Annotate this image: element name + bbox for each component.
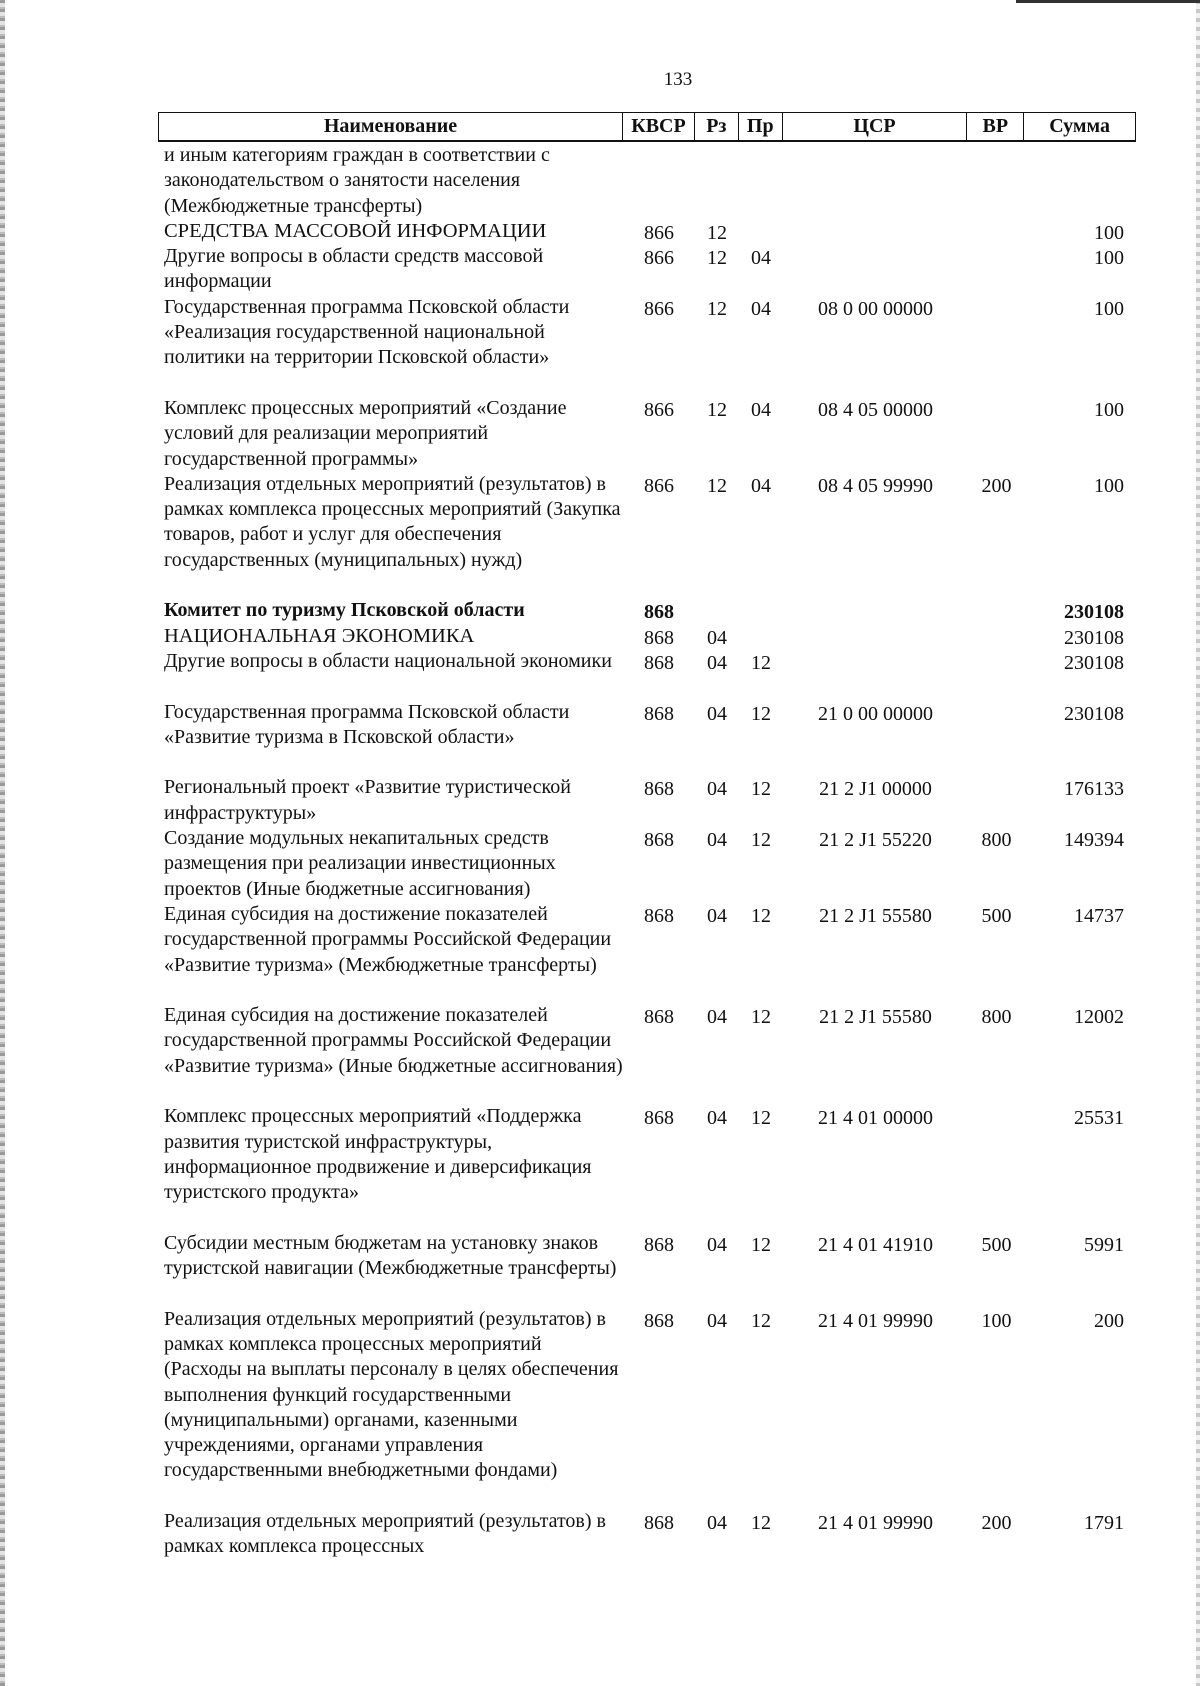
cell-csr: 21 4 01 99990 xyxy=(818,1512,933,1535)
cell-csr xyxy=(783,244,968,295)
cell-sum: 176133 xyxy=(1064,778,1124,801)
cell-vr xyxy=(968,649,1025,700)
cell-csr xyxy=(783,649,968,700)
cell-csr: 21 4 01 99990 xyxy=(818,1309,933,1332)
table-row xyxy=(158,826,1136,902)
cell-vr: 500 xyxy=(981,904,1012,927)
cell-name: Реализация отдельных мероприятий (результатов) в рамках комплекса процессных xyxy=(164,1510,606,1558)
table-row xyxy=(158,472,1136,599)
cell-kvsr: 866 xyxy=(644,398,674,421)
cell-name: Реализация отдельных мероприятий (результатов) в рамках комплекса процессных мероприятий (Закупка товаров, работ и услуг для обеспечения государственных (муниципальных) нужд) xyxy=(164,472,621,571)
cell-name: Государственная программа Псковской области «Реализация государственной национальной политики на территории Псковской области» xyxy=(164,295,570,369)
cell-name: Комплекс процессных мероприятий «Создание условий для реализации мероприятий государственной программы» xyxy=(164,396,567,470)
cell-csr: 21 2 J1 55220 xyxy=(819,829,932,852)
cell-rz: 04 xyxy=(707,778,727,801)
cell-vr xyxy=(968,624,1025,649)
cell-rz: 04 xyxy=(707,651,727,674)
table-row xyxy=(158,244,1136,295)
cell-name: Региональный проект «Развитие туристической инфраструктуры» xyxy=(164,776,571,824)
cell-pr: 12 xyxy=(751,1107,771,1130)
cell-vr: 200 xyxy=(981,1512,1012,1535)
cell-pr: 04 xyxy=(751,474,771,497)
cell-rz: 12 xyxy=(707,297,727,320)
cell-rz: 12 xyxy=(707,221,727,244)
cell-kvsr: 866 xyxy=(644,297,674,320)
cell-vr xyxy=(968,295,1025,396)
cell-csr: 21 2 J1 55580 xyxy=(819,1006,932,1029)
cell-sum xyxy=(1025,143,1136,219)
table-row xyxy=(158,649,1136,700)
cell-vr xyxy=(968,1104,1025,1231)
cell-name: Комитет по туризму Псковской области xyxy=(164,599,525,622)
scan-top-line xyxy=(1016,0,1200,3)
cell-rz: 04 xyxy=(707,1006,727,1029)
cell-vr xyxy=(968,219,1025,244)
cell-vr xyxy=(968,775,1025,826)
cell-name: Реализация отдельных мероприятий (результатов) в рамках комплекса процессных мероприятий (Расходы на выплаты персоналу в целях обеспечения выполнения функций государственными (муниципальными) органами, казенными учреждениями, органами управления государственными внебюджетными фондами) xyxy=(164,1307,619,1482)
cell-sum: 149394 xyxy=(1064,829,1124,852)
cell-pr: 12 xyxy=(751,1006,771,1029)
cell-rz: 04 xyxy=(707,829,727,852)
cell-sum: 25531 xyxy=(1074,1107,1124,1130)
cell-sum: 200 xyxy=(1094,1309,1124,1332)
cell-sum: 100 xyxy=(1094,297,1124,320)
cell-kvsr: 868 xyxy=(644,1512,674,1535)
cell-rz: 04 xyxy=(707,1107,727,1130)
cell-vr: 500 xyxy=(981,1233,1012,1256)
cell-sum: 12002 xyxy=(1074,1006,1124,1029)
cell-name: Другие вопросы в области средств массовой информации xyxy=(164,245,544,293)
cell-rz xyxy=(695,598,739,623)
cell-kvsr: 868 xyxy=(644,778,674,801)
cell-csr xyxy=(783,143,968,219)
cell-rz: 04 xyxy=(707,1512,727,1535)
table-row xyxy=(158,1509,1136,1560)
cell-kvsr: 868 xyxy=(644,702,674,725)
cell-csr: 21 2 J1 00000 xyxy=(819,778,932,801)
cell-sum: 230108 xyxy=(1064,702,1124,725)
table-row xyxy=(158,902,1136,1003)
header-vr: ВР xyxy=(967,113,1024,140)
cell-vr xyxy=(968,700,1025,776)
cell-kvsr: 868 xyxy=(644,651,674,674)
cell-kvsr: 866 xyxy=(644,474,674,497)
table-row xyxy=(158,700,1136,776)
cell-name: Создание модульных некапитальных средств размещения при реализации инвестиционных проектов (Иные бюджетные ассигнования) xyxy=(164,827,556,900)
cell-sum: 230108 xyxy=(1064,651,1124,674)
cell-pr xyxy=(739,624,783,649)
cell-kvsr: 868 xyxy=(644,601,674,624)
cell-rz: 04 xyxy=(707,1233,727,1256)
table-header xyxy=(158,112,1136,142)
cell-kvsr: 868 xyxy=(644,1006,674,1029)
cell-csr: 08 4 05 99990 xyxy=(818,474,933,497)
cell-rz: 04 xyxy=(707,1309,727,1332)
cell-pr xyxy=(739,598,783,623)
table-row xyxy=(158,1003,1136,1104)
header-kvsr: КВСР xyxy=(623,113,695,140)
cell-kvsr: 868 xyxy=(644,1107,674,1130)
table-row xyxy=(158,143,1136,219)
cell-pr: 04 xyxy=(751,247,771,270)
cell-rz: 12 xyxy=(707,247,727,270)
scan-right-edge xyxy=(1196,0,1200,1686)
cell-csr: 21 2 J1 55580 xyxy=(819,904,932,927)
cell-kvsr: 868 xyxy=(644,626,674,649)
cell-vr xyxy=(968,396,1025,472)
table-row xyxy=(158,1231,1136,1307)
cell-pr: 04 xyxy=(751,398,771,421)
cell-name: СРЕДСТВА МАССОВОЙ ИНФОРМАЦИИ xyxy=(164,219,547,242)
cell-vr: 200 xyxy=(981,474,1012,497)
header-rz: Рз xyxy=(695,113,739,140)
table-row xyxy=(158,775,1136,826)
cell-pr: 12 xyxy=(751,1233,771,1256)
cell-rz: 12 xyxy=(707,398,727,421)
header-csr: ЦСР xyxy=(783,113,968,140)
cell-rz: 04 xyxy=(707,904,727,927)
cell-csr: 21 4 01 41910 xyxy=(818,1233,933,1256)
cell-pr: 12 xyxy=(751,1512,771,1535)
cell-name: Единая субсидия на достижение показателей государственной программы Российской Федерации «Развитие туризма» (Межбюджетные трансферты) xyxy=(164,902,612,976)
cell-csr: 08 0 00 00000 xyxy=(818,297,933,320)
header-pr: Пр xyxy=(739,113,783,140)
cell-name: Единая субсидия на достижение показателей государственной программы Российской Федерации «Развитие туризма» (Иные бюджетные ассигнования) xyxy=(164,1004,623,1077)
cell-sum: 100 xyxy=(1094,474,1124,497)
page-number: 133 xyxy=(663,69,693,90)
cell-csr: 08 4 05 00000 xyxy=(818,398,933,421)
cell-vr: 800 xyxy=(981,829,1012,852)
header-name: Наименование xyxy=(159,113,623,140)
cell-kvsr: 866 xyxy=(644,221,674,244)
table-row xyxy=(158,624,1136,649)
table-row xyxy=(158,1307,1136,1509)
cell-kvsr: 868 xyxy=(644,829,674,852)
cell-pr: 12 xyxy=(751,829,771,852)
cell-sum: 1791 xyxy=(1084,1512,1124,1535)
header-sum: Сумма xyxy=(1049,115,1111,137)
table-row xyxy=(158,295,1136,396)
cell-kvsr: 868 xyxy=(644,904,674,927)
cell-sum: 100 xyxy=(1094,221,1124,244)
cell-csr xyxy=(783,598,968,623)
cell-rz: 12 xyxy=(707,474,727,497)
cell-kvsr: 868 xyxy=(644,1309,674,1332)
cell-pr: 12 xyxy=(751,651,771,674)
table-body xyxy=(158,142,1136,1560)
cell-rz: 04 xyxy=(707,626,727,649)
cell-pr xyxy=(739,219,783,244)
cell-rz xyxy=(695,143,739,219)
cell-vr: 800 xyxy=(981,1006,1012,1029)
cell-csr: 21 4 01 00000 xyxy=(818,1107,933,1130)
budget-table xyxy=(158,112,1136,1560)
cell-kvsr: 868 xyxy=(644,1233,674,1256)
cell-rz: 04 xyxy=(707,702,727,725)
cell-name: и иным категориям граждан в соответствии с законодательством о занятости населения (Межбюджетные трансферты) xyxy=(164,144,550,217)
cell-kvsr xyxy=(623,143,695,219)
table-row xyxy=(158,1104,1136,1231)
cell-name: Субсидии местным бюджетам на установку знаков туристской навигации (Межбюджетные трансферты) xyxy=(164,1231,617,1280)
table-row xyxy=(158,396,1136,472)
cell-pr xyxy=(739,143,783,219)
cell-pr: 12 xyxy=(751,1309,771,1332)
cell-sum: 100 xyxy=(1094,398,1124,421)
cell-pr: 12 xyxy=(751,702,771,725)
cell-sum: 5991 xyxy=(1084,1233,1124,1256)
cell-sum: 100 xyxy=(1094,247,1124,270)
cell-name: Комплекс процессных мероприятий «Поддержка развития туристской инфраструктуры, информационное продвижение и диверсификация туристского продукта» xyxy=(164,1105,592,1204)
cell-pr: 12 xyxy=(751,904,771,927)
cell-name: Государственная программа Псковской области «Развитие туризма в Псковской области» xyxy=(164,700,570,748)
cell-vr xyxy=(968,598,1025,623)
cell-sum: 230108 xyxy=(1064,601,1124,624)
cell-kvsr: 866 xyxy=(644,247,674,270)
cell-csr xyxy=(783,624,968,649)
cell-name: НАЦИОНАЛЬНАЯ ЭКОНОМИКА xyxy=(164,624,475,647)
table-row xyxy=(158,598,1136,623)
cell-sum: 230108 xyxy=(1064,626,1124,649)
cell-vr xyxy=(968,143,1025,219)
cell-name: Другие вопросы в области национальной экономики xyxy=(164,649,612,672)
cell-pr: 12 xyxy=(751,778,771,801)
table-row xyxy=(158,219,1136,244)
cell-pr: 04 xyxy=(751,297,771,320)
cell-vr xyxy=(968,244,1025,295)
cell-csr: 21 0 00 00000 xyxy=(818,702,933,725)
cell-vr: 100 xyxy=(981,1309,1012,1332)
scan-left-edge xyxy=(0,0,5,1686)
cell-csr xyxy=(783,219,968,244)
cell-sum: 14737 xyxy=(1074,904,1124,927)
